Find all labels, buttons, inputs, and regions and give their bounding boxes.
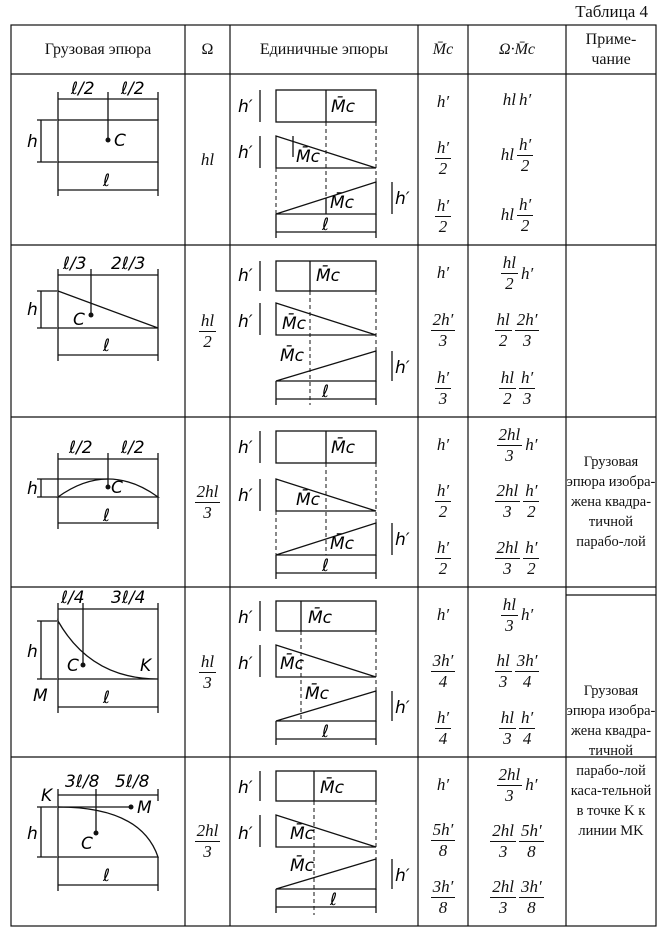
omega-mc-value-2: $\frac{hl}{2}$ $\frac{2h'}{3}$ xyxy=(496,310,538,351)
mc-value-1: h′ xyxy=(436,605,450,624)
label-mc: M̄c xyxy=(296,490,321,510)
mc-value-2: $\frac{h'}{2}$ xyxy=(436,138,450,179)
mc-value-1: h′ xyxy=(436,92,450,112)
label-h-prime: h′ xyxy=(238,97,253,117)
label-c: C xyxy=(111,478,123,498)
label-h-prime: h′ xyxy=(238,824,253,844)
label-c: C xyxy=(81,834,93,854)
label-length: ℓ xyxy=(330,890,338,910)
omega-mc-row-1 xyxy=(468,74,566,245)
label-h-prime: h′ xyxy=(238,438,253,458)
mc-value-2: $\frac{2h'}{3}$ xyxy=(432,309,454,350)
point-m-dot xyxy=(129,805,134,810)
label-h-prime: h′ xyxy=(238,778,253,798)
label-h-prime: h′ xyxy=(395,698,410,718)
label-h: h xyxy=(27,479,38,499)
mc-value-2: $\frac{3h'}{4}$ xyxy=(432,651,454,691)
label-mc: M̄c xyxy=(305,684,330,704)
label-h-prime: h′ xyxy=(238,654,253,674)
label-l-left: 3ℓ/8 xyxy=(65,772,100,792)
mc-value-2: $\frac{5h'}{8}$ xyxy=(432,820,454,861)
mc-row-5 xyxy=(418,757,468,926)
omega-mc-value-1: $\frac{2hl}{3}$ h′ xyxy=(498,764,538,805)
table-caption: Таблица 4 xyxy=(575,2,648,21)
label-m: M xyxy=(33,686,48,706)
label-m: M xyxy=(137,798,152,818)
label-h: h xyxy=(27,642,38,662)
omega-mc-value-2: $\frac{2hl}{3}$ $\frac{h'}{2}$ xyxy=(496,481,538,522)
label-c: C xyxy=(73,310,85,330)
label-mc: M̄c xyxy=(308,608,333,628)
mc-value-1: h′ xyxy=(436,774,450,794)
label-h-prime: h′ xyxy=(395,189,410,209)
centroid-dot xyxy=(94,831,99,836)
label-h-prime: h′ xyxy=(238,312,253,332)
mc-row-1 xyxy=(418,74,468,245)
label-length: ℓ xyxy=(322,215,330,235)
unit-diagrams-row-1 xyxy=(230,74,418,245)
label-h-prime: h′ xyxy=(238,608,253,628)
mc-row-4 xyxy=(418,587,468,757)
unit-diagrams-row-2 xyxy=(230,245,418,417)
omega-row-1 xyxy=(185,74,230,245)
load-diagram-row-5 xyxy=(11,757,185,926)
centroid-dot xyxy=(106,485,111,490)
load-diagram-row-3 xyxy=(11,417,185,587)
omega-mc-value-3: $\frac{2hl}{3}$ $\frac{h'}{2}$ xyxy=(496,538,538,579)
mc-value-3: $\frac{h'}{4}$ xyxy=(436,708,450,748)
omega-mc-value-2: $\frac{hl}{3}$ $\frac{3h'}{4}$ xyxy=(496,651,538,692)
label-l-right: 2ℓ/3 xyxy=(111,254,146,274)
label-mc: M̄c xyxy=(290,824,315,844)
label-h: h xyxy=(27,132,38,152)
label-mc: M̄c xyxy=(280,654,305,674)
omega-mc-row-3 xyxy=(468,417,566,587)
load-diagram-row-1 xyxy=(11,74,185,245)
omega-value: $\frac{hl}{3}$ xyxy=(200,651,215,692)
mc-value-3: $\frac{h'}{2}$ xyxy=(436,195,450,236)
label-mc: M̄c xyxy=(330,534,355,554)
label-length: ℓ xyxy=(103,336,111,356)
label-length: ℓ xyxy=(103,506,111,526)
omega-mc-value-3: hl $\frac{h'}{2}$ xyxy=(500,194,532,235)
label-l-right: ℓ/2 xyxy=(121,438,145,458)
omega-row-3 xyxy=(185,417,230,587)
omega-value: hl xyxy=(200,149,215,169)
mc-value-3: $\frac{h'}{3}$ xyxy=(436,367,450,408)
unit-diagrams-row-4 xyxy=(230,587,418,757)
label-h-prime: h′ xyxy=(238,143,253,163)
label-l-right: 5ℓ/8 xyxy=(115,772,150,792)
omega-mc-row-2 xyxy=(468,245,566,417)
label-mc: M̄c xyxy=(331,438,356,458)
mc-value-2: $\frac{h'}{2}$ xyxy=(436,481,450,521)
header-omega: Ω xyxy=(201,40,214,58)
mc-row-2 xyxy=(418,245,468,417)
label-k: K xyxy=(140,656,152,676)
label-l-left: ℓ/2 xyxy=(69,438,93,458)
label-length: ℓ xyxy=(322,722,330,742)
omega-row-5 xyxy=(185,757,230,926)
centroid-dot xyxy=(89,313,94,318)
label-c: C xyxy=(114,131,126,151)
label-length: ℓ xyxy=(322,556,330,576)
omega-mc-value-1: hl h′ xyxy=(502,89,532,109)
header-omega-mc: Ω·M̄c xyxy=(499,40,535,58)
label-mc: M̄c xyxy=(316,266,341,286)
label-mc: M̄c xyxy=(280,346,305,366)
omega-mc-value-1: $\frac{hl}{2}$ h′ xyxy=(502,253,534,294)
omega-mc-value-1: $\frac{hl}{3}$ h′ xyxy=(502,594,534,635)
header-mc: M̄c xyxy=(432,40,454,58)
omega-mc-row-5 xyxy=(468,757,566,926)
label-l-left: ℓ/2 xyxy=(71,79,95,99)
mc-value-1: h′ xyxy=(436,435,450,454)
centroid-dot xyxy=(106,138,111,143)
omega-mc-value-2: $\frac{2hl}{3}$ $\frac{5h'}{8}$ xyxy=(492,820,542,861)
centroid-dot xyxy=(81,663,86,668)
label-k: K xyxy=(41,786,53,806)
omega-row-2 xyxy=(185,245,230,417)
omega-mc-value-3: $\frac{2hl}{3}$ $\frac{3h'}{8}$ xyxy=(492,877,542,918)
mc-value-3: $\frac{h'}{2}$ xyxy=(436,538,450,578)
mc-value-1: h′ xyxy=(436,263,450,283)
label-mc: M̄c xyxy=(330,193,355,213)
note-rows-4-5: Грузовая эпюра изобра-жена квадра-тичной парабо-лой каса-тельной в точке K к линии MK xyxy=(566,682,656,839)
omega-mc-value-1: $\frac{2hl}{3}$ h′ xyxy=(498,424,538,465)
note-row-3: Грузовая эпюра изобра-жена квадра-тичной парабо-лой xyxy=(566,454,656,550)
omega-value: $\frac{2hl}{3}$ xyxy=(196,481,219,522)
header-unit-diagrams: Единичные эпюры xyxy=(259,40,389,58)
omega-mc-row-4 xyxy=(468,587,566,757)
label-length: ℓ xyxy=(103,688,111,708)
label-h-prime: h′ xyxy=(395,530,410,550)
unit-diagrams-row-3 xyxy=(230,417,418,587)
label-mc: M̄c xyxy=(296,147,321,167)
label-mc: M̄c xyxy=(290,856,315,876)
omega-mc-value-2: hl $\frac{h'}{2}$ xyxy=(500,134,532,175)
label-h-prime: h′ xyxy=(238,486,253,506)
header-load-diagram: Грузовая эпюра xyxy=(44,40,152,58)
label-length: ℓ xyxy=(322,382,330,402)
label-l-left: ℓ/4 xyxy=(61,588,85,608)
label-length: ℓ xyxy=(103,171,111,191)
label-length: ℓ xyxy=(103,866,111,886)
label-mc: M̄c xyxy=(331,97,356,117)
omega-value: $\frac{hl}{2}$ xyxy=(200,310,215,351)
label-h: h xyxy=(27,300,38,320)
label-l-right: ℓ/2 xyxy=(121,79,145,99)
load-diagram-row-4 xyxy=(11,587,185,757)
load-diagram-row-2 xyxy=(11,245,185,417)
omega-mc-value-3: $\frac{hl}{3}$ $\frac{h'}{4}$ xyxy=(500,708,534,749)
label-h-prime: h′ xyxy=(238,266,253,286)
mc-value-3: $\frac{3h'}{8}$ xyxy=(432,877,454,918)
label-c: C xyxy=(67,656,79,676)
omega-value: $\frac{2hl}{3}$ xyxy=(196,821,219,861)
label-l-right: 3ℓ/4 xyxy=(111,588,146,608)
omega-row-4 xyxy=(185,587,230,757)
label-mc: M̄c xyxy=(282,314,307,334)
label-l-left: ℓ/3 xyxy=(63,254,87,274)
mc-row-3 xyxy=(418,417,468,587)
label-h: h xyxy=(27,824,38,844)
omega-mc-value-3: $\frac{hl}{2}$ $\frac{h'}{3}$ xyxy=(500,367,534,408)
label-h-prime: h′ xyxy=(395,358,410,378)
label-h-prime: h′ xyxy=(395,866,410,886)
unit-diagrams-row-5 xyxy=(230,757,418,926)
label-mc: M̄c xyxy=(320,778,345,798)
header-note: Приме-чание xyxy=(585,30,637,68)
